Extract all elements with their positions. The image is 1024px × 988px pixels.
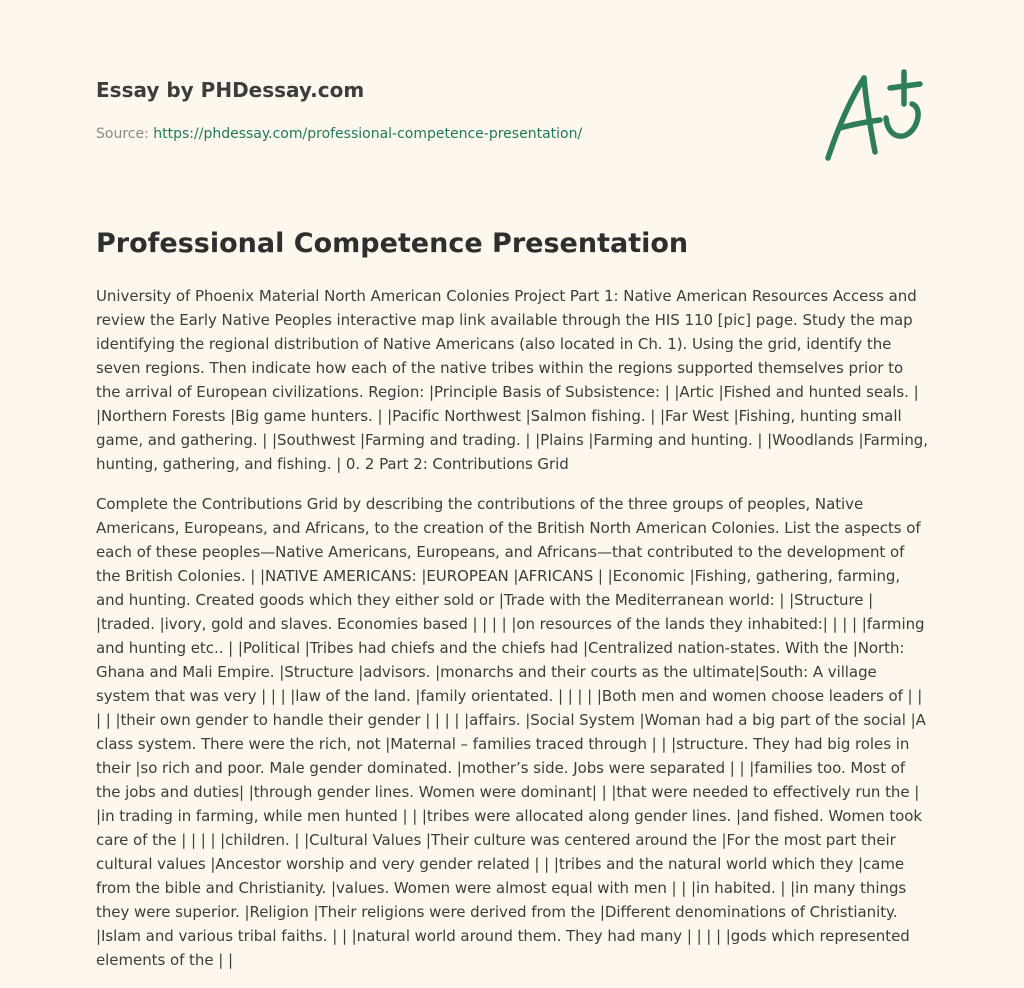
source-label: Source:	[96, 126, 154, 142]
page-title: Professional Competence Presentation	[96, 228, 689, 259]
essay-paragraph: Complete the Contributions Grid by describing the contributions of the three groups of peoples, Native Americans, Europeans, and Africans, to the creation of the British North American Colonies. List the aspects of each of these peoples—Native Americans, Europeans, and Africans—that contributed to the development of the British Colonies. | |NATIVE AMERICANS: |EUROPEAN |AFRICANS | |Economic |Fishing, gathering, farming, and hunting. Created goods which they either sold or |Trade with the Mediterranean world: | |Structure | |traded. |ivory, gold and slaves. Economies based | | | | |on resources of the lands they inhabited:| | | | |farming and hunting etc.. | |Political |Tribes had chiefs and the chiefs had |Centralized nation-states. With the |North: Ghana and Mali Empire. |Structure |advisors. |monarchs and their courts as the ultimate|South: A village system that was very | | | |law of the land. |family orientated. | | | | |Both men and women choose leaders of | | | | |their own gender to handle their gender | | | | |affairs. |Social System |Woman had a big part of the social |A class system. There were the rich, not |Maternal – families traced through | | |structure. They had big roles in their |so rich and poor. Male gender dominated. |mother’s side. Jobs were separated | | |families too. Most of the jobs and duties| |through gender lines. Women were dominant| | |that were needed to effectively run the | |in trading in farming, while men hunted | | |tribes were allocated along gender lines. |and fished. Women took care of the | | | | |children. | |Cultural Values |Their culture was centered around the |For the most part their cultural values |Ancestor worship and very gender related | | |tribes and the natural world which they |came from the bible and Christianity. |values. Women were almost equal with men | | |in habited. | |in many things they were superior. |Religion |Their religions were derived from the |Different denominations of Christianity. |Islam and various tribal faiths. | | |natural world around them. They had many | | | | |gods which represented elements of the | |	[96, 495, 926, 969]
site-brand: Essay by PHDessay.com	[96, 78, 365, 102]
essay-body	[96, 284, 930, 988]
source-link[interactable]: https://phdessay.com/professional-competence-presentation/	[153, 126, 583, 142]
source-line	[96, 124, 796, 144]
a-plus-logo-icon	[820, 66, 930, 166]
essay-paragraph: University of Phoenix Material North American Colonies Project Part 1: Native American Resources Access and review the Early Native Peoples interactive map link available through the HIS 110 [pic] page. Study the map identifying the regional distribution of Native Americans (also located in Ch. 1). Using the grid, identify the seven regions. Then indicate how each of the native tribes within the regions supported themselves prior to the arrival of European civilizations. Region: |Principle Basis of Subsistence: | |Artic |Fished and hunted seals. | |Northern Forests |Big game hunters. | |Pacific Northwest |Salmon fishing. | |Far West |Fishing, hunting small game, and gathering. | |Southwest |Farming and trading. | |Plains |Farming and hunting. | |Woodlands |Farming, hunting, gathering, and fishing. | 0. 2 Part 2: Contributions Grid	[96, 287, 928, 473]
essay-header	[96, 76, 796, 144]
